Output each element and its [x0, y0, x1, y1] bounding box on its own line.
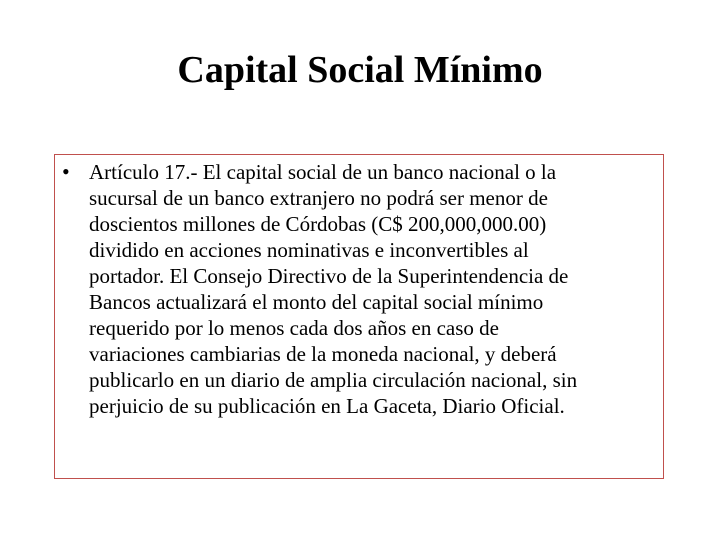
bullet-text: [89, 159, 663, 419]
content-box: [54, 154, 664, 479]
slide-title: Capital Social Mínimo: [177, 49, 543, 91]
bullet-line: doscientos millones de Córdobas (C$ 200,000,000.00): [89, 212, 547, 236]
bullet-line: dividido en acciones nominativas e inconvertibles al: [89, 238, 529, 262]
bullet-line: requerido por lo menos cada dos años en caso de: [89, 316, 499, 340]
bullet-line: portador. El Consejo Directivo de la Superintendencia de: [89, 264, 569, 288]
bullet-icon: •: [62, 159, 70, 184]
bullet-line: variaciones cambiarias de la moneda nacional, y deberá: [89, 342, 557, 366]
bullet-line: perjuicio de su publicación en La Gaceta, Diario Oficial.: [89, 394, 565, 418]
bullet-line: publicarlo en un diario de amplia circulación nacional, sin: [89, 368, 578, 392]
bullet-line: sucursal de un banco extranjero no podrá ser menor de: [89, 186, 548, 210]
bullet-line: Artículo 17.- El capital social de un banco nacional o la: [89, 160, 557, 184]
bullet-line: Bancos actualizará el monto del capital social mínimo: [89, 290, 544, 314]
